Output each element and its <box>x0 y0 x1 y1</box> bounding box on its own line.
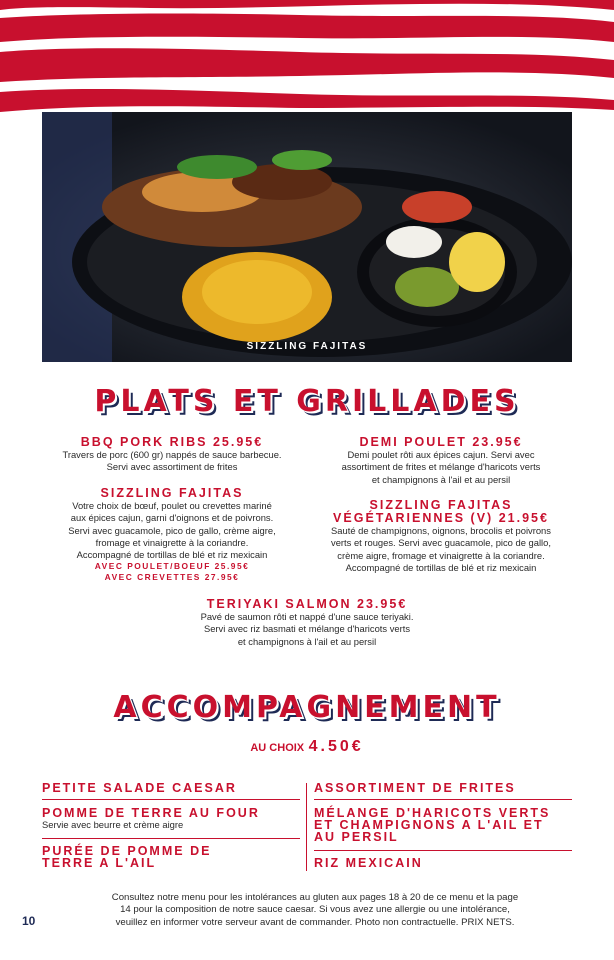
side-name: RIZ MEXICAIN <box>314 856 423 870</box>
side-name: ASSORTIMENT DE FRITES <box>314 781 516 795</box>
item-desc-line: Demi poulet rôti aux épices cajun. Servi avec <box>347 449 535 460</box>
side-name: MÉLANGE D'HARICOTS VERTS <box>314 806 551 820</box>
menu-item-teriyaki-salmon <box>157 598 457 648</box>
side-name: ET CHAMPIGNONS A L'AIL ET <box>314 818 544 832</box>
item-option: AVEC POULET/BOEUF 25.95€ <box>94 561 250 572</box>
divider <box>42 799 300 800</box>
striped-flag-banner <box>0 0 614 115</box>
menu-item-demi-poulet <box>312 436 570 486</box>
item-desc-line: Servi avec riz basmati et mélange d'haricots verts <box>203 623 411 635</box>
item-name: TERIYAKI SALMON 23.95€ <box>206 597 408 611</box>
choice-label: AU CHOIX <box>250 742 305 754</box>
item-option: AVEC CREVETTES 27.95€ <box>104 572 240 583</box>
menu-item-fajitas-vegetariennes <box>312 499 570 574</box>
item-desc-line: Accompagné de tortillas de blé et riz mexicain <box>345 561 537 573</box>
divider <box>314 850 572 851</box>
choice-price: 4.50€ <box>308 738 364 755</box>
column-divider <box>306 783 307 871</box>
divider <box>314 799 572 800</box>
side-name: POMME DE TERRE AU FOUR <box>42 806 260 820</box>
section-title-accompagnement: ACCOMPAGNEMENT <box>113 690 501 725</box>
item-desc-line: Pavé de saumon rôti et nappé d'une sauce teriyaki. <box>200 611 414 622</box>
side-desc: Servie avec beurre et crème aigre <box>42 819 184 830</box>
divider <box>42 838 300 839</box>
side-name: PURÉE DE POMME DE <box>42 844 212 858</box>
side-item-haricots <box>314 807 572 843</box>
item-desc-line: et champignons à l'ail et au persil <box>237 635 377 647</box>
item-desc-line: aux épices cajun, garni d'oignons et de poivrons. <box>70 512 274 524</box>
item-desc-line: Travers de porc (600 gr) nappés de sauce barbecue. <box>62 449 282 460</box>
item-desc-line: Accompagné de tortillas de blé et riz mexicain <box>76 549 268 561</box>
item-name: VÉGÉTARIENNES (V) 21.95€ <box>333 511 549 525</box>
item-desc-line: Servi avec assortiment de frites <box>106 461 238 473</box>
menu-item-sizzling-fajitas <box>42 487 302 583</box>
item-desc-line: assortiment de frites et mélange d'haricots verts <box>341 461 541 473</box>
item-desc-line: Servi avec guacamole, pico de gallo, crème aigre, <box>68 524 276 536</box>
item-desc-line: et champignons à l'ail et au persil <box>371 473 511 485</box>
page-number: 10 <box>22 914 36 928</box>
footer-line: Consultez notre menu pour les intolérances au gluten aux pages 18 à 20 de ce menu et la page <box>111 892 519 903</box>
side-item-riz-mexicain <box>314 857 572 869</box>
side-item-salade-caesar <box>42 782 300 794</box>
side-name: PETITE SALADE CAESAR <box>42 781 237 795</box>
menu-item-bbq-ribs <box>42 436 302 474</box>
side-item-frites <box>314 782 572 794</box>
item-name: SIZZLING FAJITAS <box>100 486 244 500</box>
item-desc-line: Votre choix de bœuf, poulet ou crevettes mariné <box>72 500 272 511</box>
item-desc-line: verts et rouges. Servi avec guacamole, pico de gallo, <box>331 537 551 549</box>
item-desc-line: crème aigre, fromage et vinaigrette à la coriandre. <box>337 549 545 561</box>
footer-line: veuillez en informer votre serveur avant de commander. Photo non contractuelle. PRIX NETS. <box>115 916 515 928</box>
fajitas-illustration <box>42 112 572 362</box>
item-desc-line: fromage et vinaigrette à la coriandre. <box>95 536 249 548</box>
side-name: AU PERSIL <box>314 830 399 844</box>
item-name: BBQ PORK RIBS 25.95€ <box>80 435 264 449</box>
side-item-puree <box>42 845 300 869</box>
item-name: DEMI POULET 23.95€ <box>359 435 523 449</box>
side-name: TERRE A L'AIL <box>42 856 157 870</box>
allergen-notice <box>75 892 555 929</box>
photo-caption: SIZZLING FAJITAS <box>246 341 368 352</box>
item-desc-line: Sauté de champignons, oignons, brocolis et poivrons <box>331 525 551 536</box>
side-item-pomme-de-terre <box>42 807 300 831</box>
section-title-plats: PLATS ET GRILLADES <box>94 384 520 419</box>
fajitas-photo <box>42 112 572 362</box>
sides-choice-price <box>0 738 614 756</box>
footer-line: 14 pour la composition de notre sauce caesar. Si vous avez une allergie ou une intolérance, <box>120 904 510 916</box>
item-name: SIZZLING FAJITAS <box>369 498 513 512</box>
